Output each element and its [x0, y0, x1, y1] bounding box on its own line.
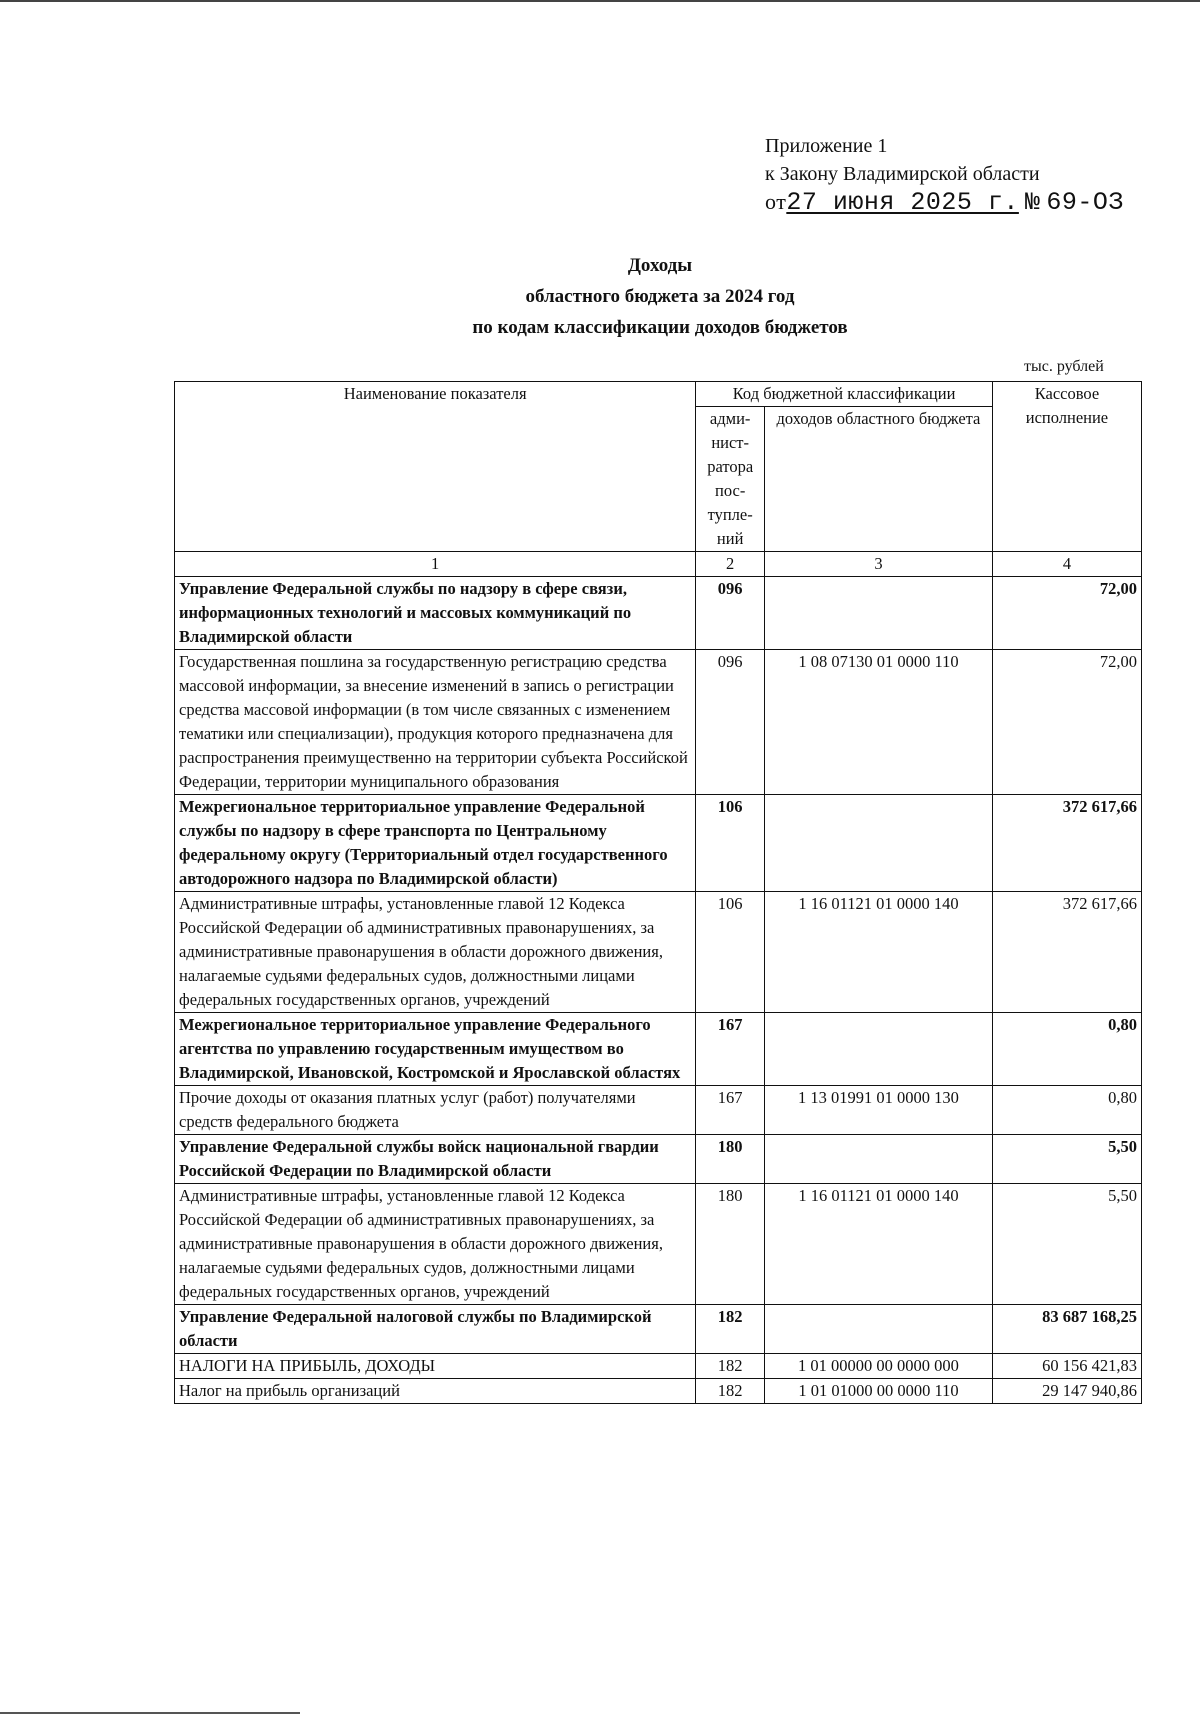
- table-row: [175, 1354, 1142, 1379]
- appendix-line-2: к Закону Владимирской области: [765, 163, 1040, 185]
- row-name: Управление Федеральной службы по надзору в сфере связи, информационных технологий и массовых коммуникаций по Владимирской области: [175, 577, 696, 650]
- row-admin-code: 106: [696, 795, 765, 892]
- law-number: 69-ОЗ: [1046, 188, 1124, 217]
- row-admin-code: 096: [696, 577, 765, 650]
- table-row: [175, 650, 1142, 795]
- row-amount: 5,50: [992, 1184, 1141, 1305]
- row-name: Налог на прибыль организаций: [175, 1379, 696, 1404]
- row-admin-code: 182: [696, 1379, 765, 1404]
- table-row: [175, 1305, 1142, 1354]
- row-admin-code: 106: [696, 892, 765, 1013]
- column-numbers-row: [175, 552, 1142, 577]
- row-amount: 29 147 940,86: [992, 1379, 1141, 1404]
- number-sign: №: [1024, 188, 1041, 217]
- row-amount: 0,80: [992, 1086, 1141, 1135]
- row-income-code: [765, 1305, 993, 1354]
- header-admin: адми-нист-ратора пос-тупле-ний: [696, 407, 765, 552]
- row-name: Межрегиональное территориальное управление Федеральной службы по надзору в сфере транспорта по Центральному федеральному округу (Территориальный отдел государственного автодорожного надзора по Владимирской области): [175, 795, 696, 892]
- row-income-code: 1 01 00000 00 0000 000: [765, 1354, 993, 1379]
- law-date-line: [765, 188, 1124, 217]
- document-title: [0, 250, 1200, 343]
- row-amount: 372 617,66: [992, 892, 1141, 1013]
- table-row: [175, 1013, 1142, 1086]
- header-name: Наименование показателя: [175, 382, 696, 552]
- header-code: Код бюджетной классификации: [696, 382, 993, 407]
- title-line-2: областного бюджета за 2024 год: [525, 286, 795, 307]
- header-row: [175, 382, 1142, 407]
- row-income-code: 1 01 01000 00 0000 110: [765, 1379, 993, 1404]
- table-row: [175, 892, 1142, 1013]
- col-num-3: 3: [765, 552, 993, 577]
- row-name: Управление Федеральной службы войск национальной гвардии Российской Федерации по Владимирской области: [175, 1135, 696, 1184]
- row-amount: 0,80: [992, 1013, 1141, 1086]
- col-num-2: 2: [696, 552, 765, 577]
- row-amount: 83 687 168,25: [992, 1305, 1141, 1354]
- title-line-3: по кодам классификации доходов бюджетов: [472, 317, 848, 338]
- row-income-code: [765, 1135, 993, 1184]
- scan-top-edge: [0, 0, 1200, 2]
- table-row: [175, 1086, 1142, 1135]
- row-name: Прочие доходы от оказания платных услуг (работ) получателями средств федерального бюджета: [175, 1086, 696, 1135]
- appendix-block: [765, 132, 1124, 217]
- table-row: [175, 1379, 1142, 1404]
- title-line-1: Доходы: [627, 255, 693, 276]
- units-label: тыс. рублей: [1024, 358, 1104, 375]
- row-name: Административные штрафы, установленные главой 12 Кодекса Российской Федерации об административных правонарушениях, за административные правонарушения в области дорожного движения, налагаемые судьями федеральных судов, должностными лицами федеральных государственных органов, учреждений: [175, 892, 696, 1013]
- header-income: доходов областного бюджета: [765, 407, 993, 552]
- row-income-code: 1 16 01121 01 0000 140: [765, 892, 993, 1013]
- row-income-code: 1 16 01121 01 0000 140: [765, 1184, 993, 1305]
- table-row: [175, 577, 1142, 650]
- row-name: Межрегиональное территориальное управление Федерального агентства по управлению государственным имуществом во Владимирской, Ивановской, Костромской и Ярославской областях: [175, 1013, 696, 1086]
- row-amount: 5,50: [992, 1135, 1141, 1184]
- row-admin-code: 096: [696, 650, 765, 795]
- date-prefix: от: [765, 189, 787, 214]
- row-income-code: [765, 795, 993, 892]
- appendix-line-1: Приложение 1: [765, 135, 888, 157]
- row-admin-code: 167: [696, 1086, 765, 1135]
- income-table: [174, 381, 1142, 1404]
- row-name: НАЛОГИ НА ПРИБЫЛЬ, ДОХОДЫ: [175, 1354, 696, 1379]
- row-amount: 60 156 421,83: [992, 1354, 1141, 1379]
- row-amount: 72,00: [992, 650, 1141, 795]
- row-admin-code: 180: [696, 1135, 765, 1184]
- row-income-code: 1 08 07130 01 0000 110: [765, 650, 993, 795]
- scan-bottom-edge: [0, 1712, 300, 1714]
- col-num-4: 4: [992, 552, 1141, 577]
- header-amount: Кассовое исполнение: [992, 382, 1141, 552]
- row-amount: 372 617,66: [992, 795, 1141, 892]
- row-admin-code: 167: [696, 1013, 765, 1086]
- law-date: 27 июня 2025 г.: [786, 188, 1019, 217]
- row-admin-code: 180: [696, 1184, 765, 1305]
- table-row: [175, 1184, 1142, 1305]
- row-income-code: [765, 1013, 993, 1086]
- row-name: Управление Федеральной налоговой службы по Владимирской области: [175, 1305, 696, 1354]
- row-amount: 72,00: [992, 577, 1141, 650]
- row-income-code: [765, 577, 993, 650]
- row-income-code: 1 13 01991 01 0000 130: [765, 1086, 993, 1135]
- table-row: [175, 795, 1142, 892]
- col-num-1: 1: [175, 552, 696, 577]
- row-name: Административные штрафы, установленные главой 12 Кодекса Российской Федерации об административных правонарушениях, за административные правонарушения в области дорожного движения, налагаемые судьями федеральных судов, должностными лицами федеральных государственных органов, учреждений: [175, 1184, 696, 1305]
- row-admin-code: 182: [696, 1354, 765, 1379]
- row-admin-code: 182: [696, 1305, 765, 1354]
- table-row: [175, 1135, 1142, 1184]
- row-name: Государственная пошлина за государственную регистрацию средства массовой информации, за внесение изменений в запись о регистрации средства массовой информации (в том числе связанных с изменением тематики или специализации), продукция которого предназначена для распространения преимущественно на территории субъекта Российской Федерации, территории муниципального образования: [175, 650, 696, 795]
